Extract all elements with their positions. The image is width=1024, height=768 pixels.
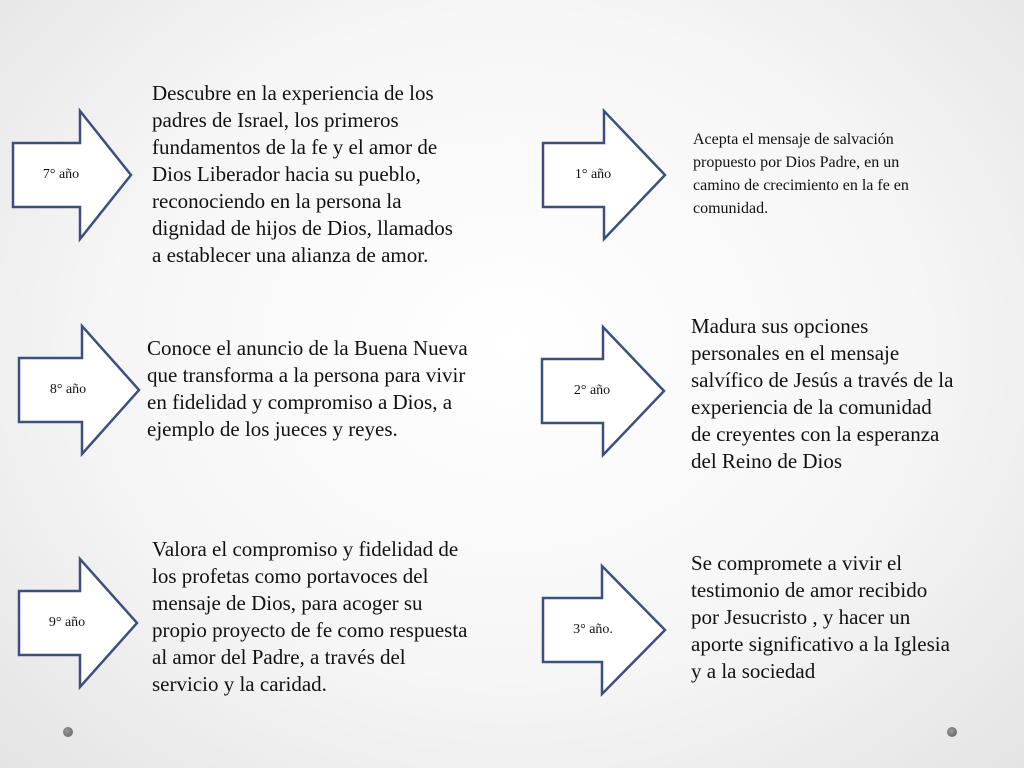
description-9-ano: Valora el compromiso y fidelidad de los profetas como portavoces del mensaje de Dios, para acoger su propio proyecto de fe como respuesta al amor del Padre, a través del servicio y la caridad. [152, 537, 468, 696]
arrow-1-ano [542, 110, 666, 240]
description-8-ano: Conoce el anuncio de la Buena Nueva que transforma a la persona para vivir en fidelidad y compromiso a Dios, a ejemplo de los jueces y reyes. [147, 336, 468, 441]
decorative-dot-right [947, 727, 957, 737]
arrow-3-ano [542, 565, 666, 695]
decorative-dot-left [63, 727, 73, 737]
description-2-ano: Madura sus opciones personales en el mensaje salvífico de Jesús a través de la experiencia de la comunidad de creyentes con la esperanza del Reino de Dios [691, 314, 954, 473]
grade-label-3: 3° año. [573, 622, 613, 637]
grade-label-2: 2° año [573, 383, 611, 398]
grade-label-9: 9° año [48, 615, 86, 630]
description-3-ano: Se compromete a vivir el testimonio de amor recibido por Jesucristo , y hacer un aporte significativo a la Iglesia y a la sociedad [691, 551, 950, 683]
arrow-8-ano [18, 325, 140, 455]
description-1-ano: Acepta el mensaje de salvación propuesto por Dios Padre, en un camino de crecimiento en la fe en comunidad. [693, 131, 909, 217]
description-7-ano: Descubre en la experiencia de los padres de Israel, los primeros fundamentos de la fe y el amor de Dios Liberador hacia su pueblo, reconociendo en la persona la dignidad de hijos de Dios, llamados a establecer una alianza de amor. [152, 81, 453, 267]
grade-label-7: 7° año [42, 167, 80, 182]
arrow-7-ano [12, 110, 132, 240]
grade-label-8: 8° año [49, 382, 87, 397]
arrow-9-ano [18, 558, 138, 688]
grade-label-1: 1° año [574, 167, 612, 182]
arrow-2-ano [541, 326, 665, 456]
